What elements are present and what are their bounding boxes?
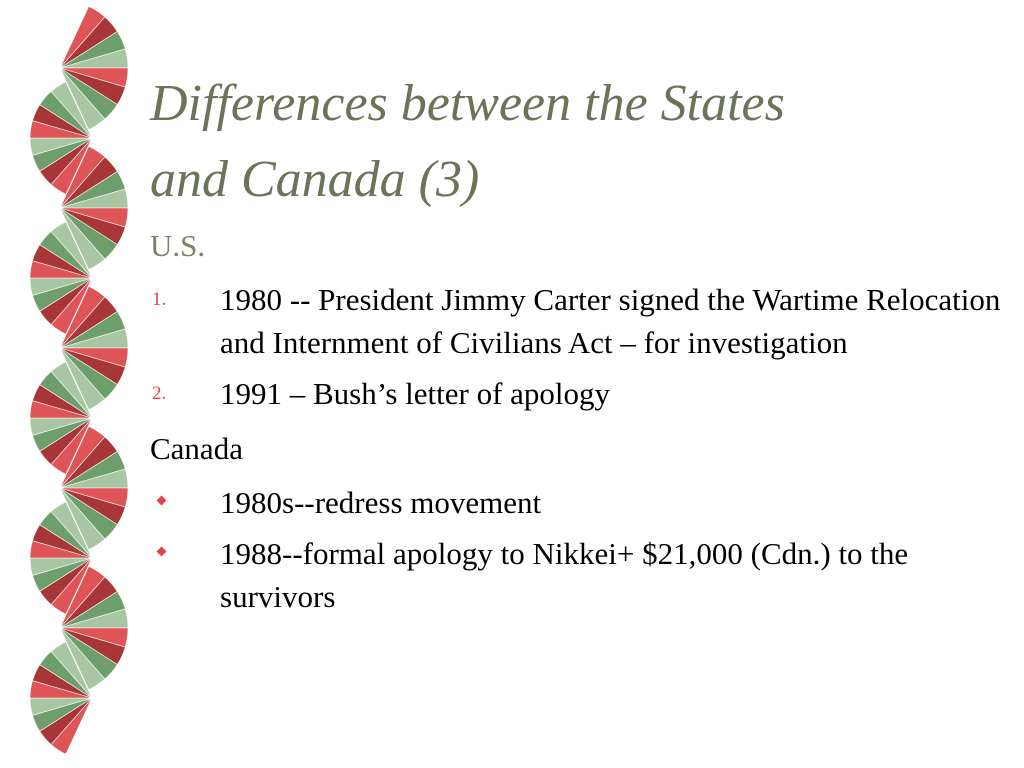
us-list-item	[150, 372, 1020, 415]
canada-list-item	[150, 532, 1020, 618]
slide-title	[150, 66, 1010, 218]
canada-list-item	[150, 481, 1020, 524]
list-item-text: 1980s--redress movement	[220, 485, 542, 520]
list-number: 2.	[152, 383, 167, 404]
fan-ribbon-border	[0, 0, 150, 768]
list-item-text: 1988--formal apology to Nikkei+ $21,000 (Cdn.) to the survivors	[220, 536, 909, 614]
us-list-item	[150, 278, 1020, 364]
list-number: 1.	[152, 289, 167, 310]
title-line-1: Differences between the States	[150, 75, 785, 132]
diamond-bullet-icon	[150, 532, 220, 575]
list-item-text: 1980 -- President Jimmy Carter signed the Wartime Relocation and Internment of Civilians Act – for investigation	[220, 282, 1001, 360]
list-item-text: 1991 – Bush’s letter of apology	[220, 376, 611, 411]
diamond-bullet-icon	[150, 481, 220, 524]
us-heading: U.S.	[150, 228, 206, 263]
canada-heading: Canada	[150, 431, 243, 466]
slide-body	[150, 226, 1020, 626]
title-line-2: and Canada (3)	[150, 151, 480, 208]
